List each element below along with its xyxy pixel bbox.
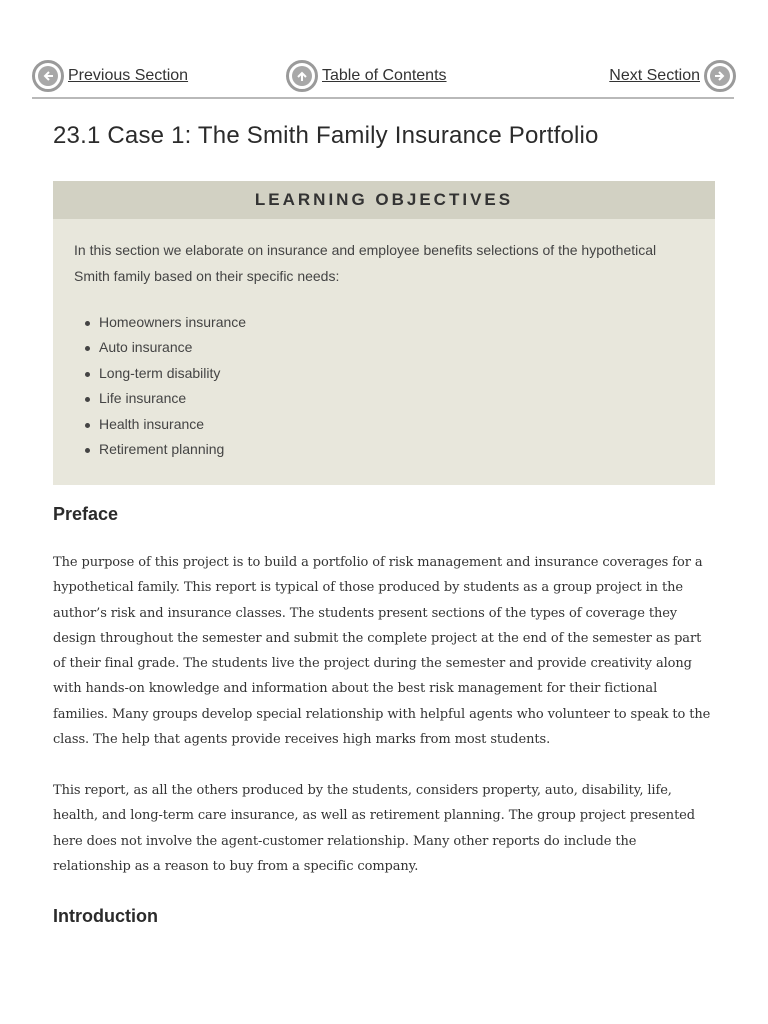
section-navigation [32,60,736,100]
page-title: 23.1 Case 1: The Smith Family Insurance Portfolio [53,122,599,149]
arrow-right-icon [704,60,736,92]
learning-objectives-box [53,181,715,485]
arrow-left-icon [32,60,64,92]
list-item: Auto insurance [99,335,715,360]
introduction-heading: Introduction [53,906,158,926]
previous-section-label: Previous Section [68,67,189,84]
learning-objectives-intro: In this section we elaborate on insurance and employee benefits selections of the hypothetical Smith family based on their specific needs: [74,242,657,284]
arrow-up-icon [286,60,318,92]
preface-paragraph-2: This report, as all the others produced by the students, considers property, auto, disability, life, health, and long-term care insurance, as well as retirement planning. The group project presented here does not involve the agent-customer relationship. Many other reports do include the relationship as a reason to buy from a specific company. [53,783,696,874]
next-section-label: Next Section [609,67,700,84]
preface-heading: Preface [53,504,119,524]
list-item: Life insurance [99,386,715,411]
list-item: Health insurance [99,412,715,437]
learning-objectives-list [99,310,715,462]
list-item: Long-term disability [99,361,715,386]
learning-objectives-header: LEARNING OBJECTIVES [53,181,715,219]
preface-paragraph-1: The purpose of this project is to build a portfolio of risk management and insurance coverages for a hypothetical family. This report is typical of those produced by students as a group project in the author’s risk and insurance classes. The students present sections of the types of coverage they design throughout the semester and submit the complete project at the end of the semester as part of their final grade. The students live the project during the semester and provide creativity along with hands-on knowledge and information about the best risk management for their fictional families. Many groups develop special relationship with helpful agents who volunteer to speak to the class. The help that agents provide receives high marks from most students. [53,555,711,748]
table-of-contents-label: Table of Contents [322,67,447,84]
list-item: Retirement planning [99,437,715,462]
previous-section-link[interactable] [32,60,192,92]
list-item: Homeowners insurance [99,310,715,335]
next-section-link[interactable] [605,60,736,92]
nav-divider [32,97,734,99]
table-of-contents-link[interactable] [286,60,451,92]
